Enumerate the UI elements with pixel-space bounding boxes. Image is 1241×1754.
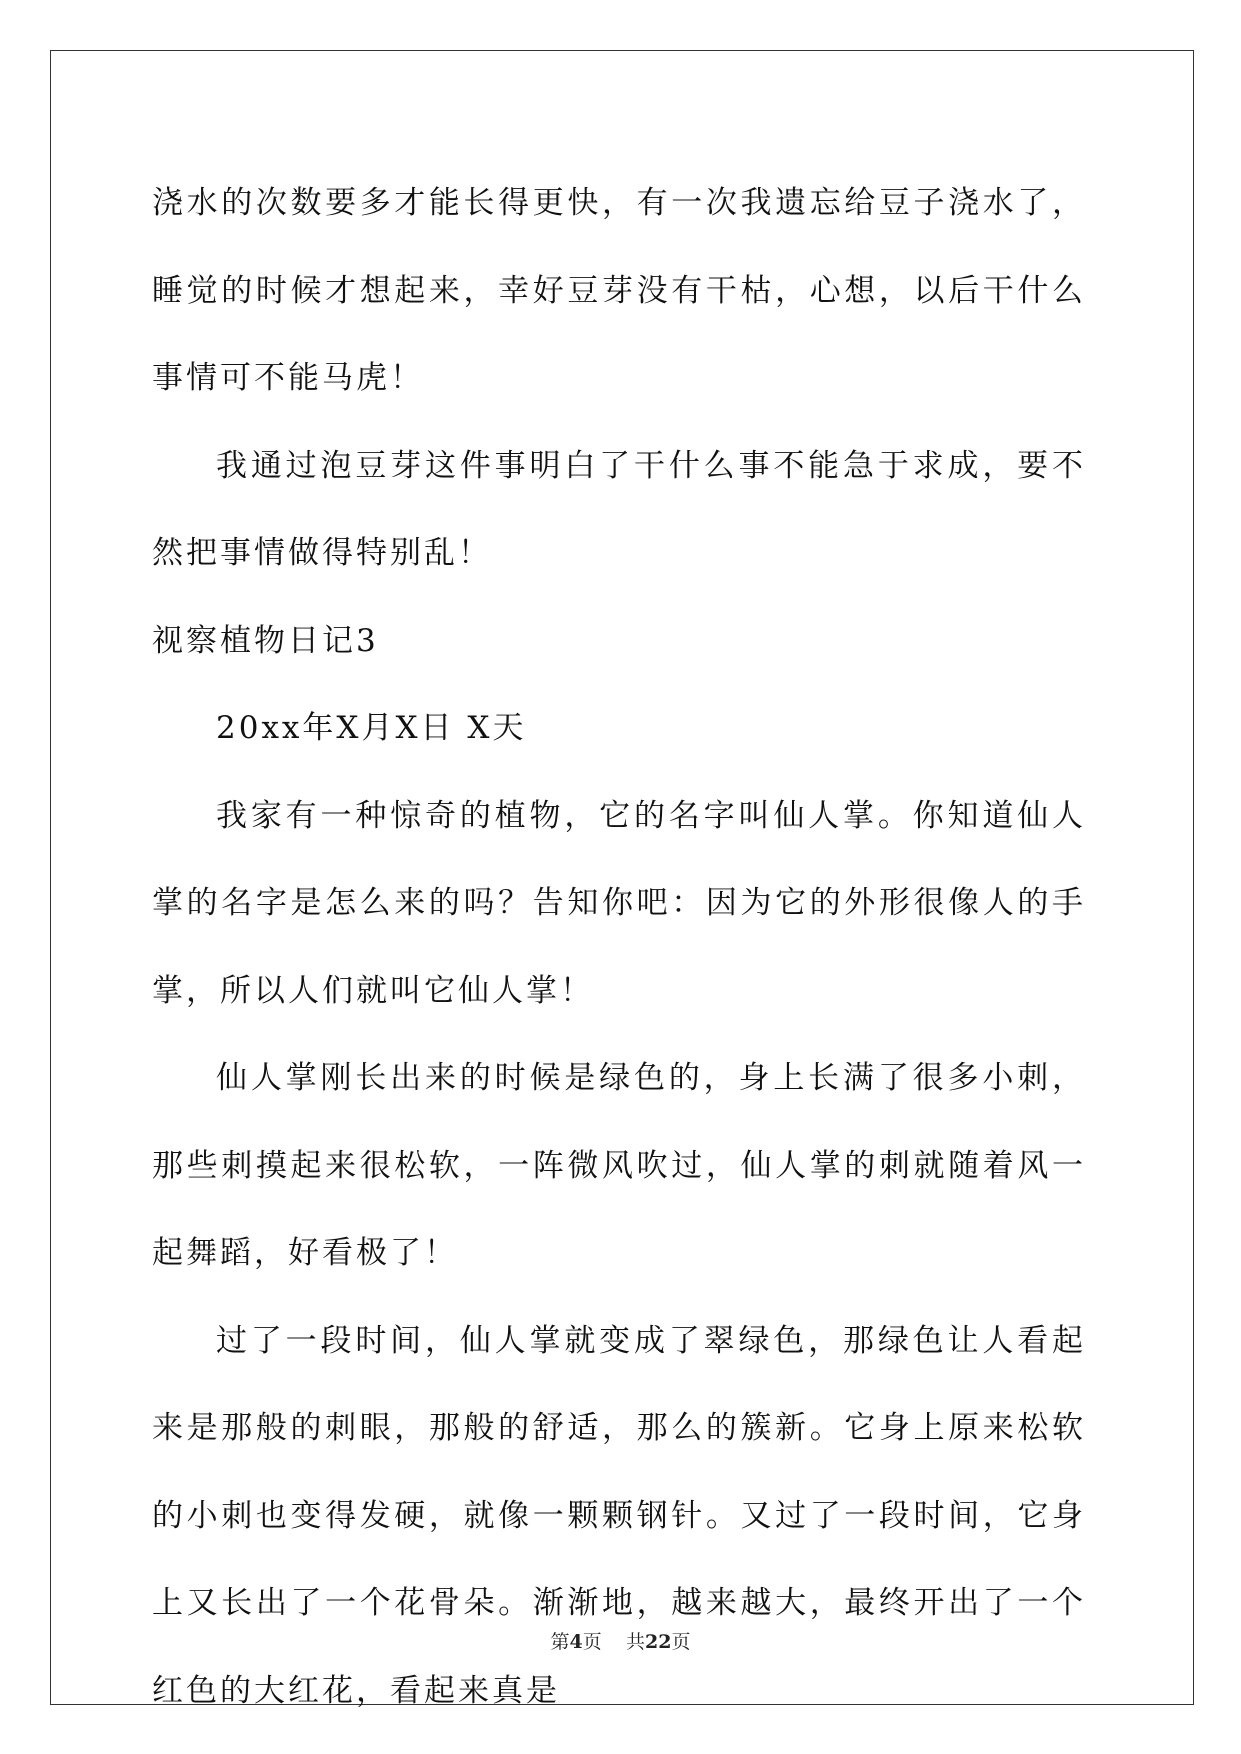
paragraph-intro-cactus: 我家有一种惊奇的植物，它的名字叫仙人掌。你知道仙人掌的名字是怎么来的吗？告知你吧：因为它的外形很像人的手掌，所以人们就叫它仙人掌！	[152, 797, 1086, 1009]
page-footer	[0, 1627, 1241, 1654]
paragraph-cactus-growth: 过了一段时间，仙人掌就变成了翠绿色，那绿色让人看起来是那般的刺眼，那般的舒适，那么的簇新。它身上原来松软的小刺也变得发硬，就像一颗颗钢针。又过了一段时间，它身上又长出了一个花骨朵。渐渐地，越来越大，最终开出了一个红色的大红花，看起来真是	[152, 1322, 1086, 1709]
diary-date: 20xx年X月X日 X天	[216, 710, 527, 746]
section-heading: 视察植物日记3	[152, 622, 379, 659]
paragraph-cactus-young: 仙人掌刚长出来的时候是绿色的，身上长满了很多小刺，那些刺摸起来很松软，一阵微风吹过，仙人掌的刺就随着风一起舞蹈，好看极了！	[152, 1060, 1086, 1271]
current-page-number: 4	[569, 1631, 583, 1653]
footer-total-prefix: 共	[625, 1631, 645, 1653]
paragraph-lesson: 我通过泡豆芽这件事明白了干什么事不能急于求成，要不然把事情做得特别乱！	[152, 447, 1086, 571]
total-page-count: 22	[644, 1631, 672, 1653]
footer-page-suffix: 页	[582, 1631, 602, 1653]
document-body	[152, 160, 1086, 1735]
footer-total-suffix: 页	[671, 1631, 691, 1653]
paragraph-continuation: 浇水的次数要多才能长得更快，有一次我遗忘给豆子浇水了，睡觉的时候才想起来，幸好豆芽没有干枯，心想，以后干什么事情可不能马虎！	[152, 185, 1086, 396]
footer-prefix: 第	[550, 1631, 570, 1653]
